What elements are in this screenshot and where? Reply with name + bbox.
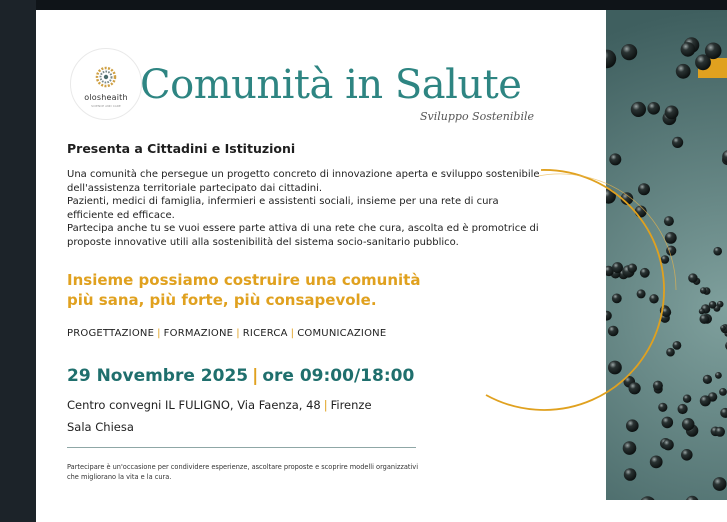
sphere [676,64,691,79]
event-room: Sala Chiesa [67,420,134,434]
decorative-spheres-artwork [606,10,727,500]
sphere [720,325,726,331]
sphere [665,106,679,120]
sphere [612,262,623,273]
intro-paragraph: Partecipa anche tu se vuoi essere parte attiva di una rete che cura, ascolta ed è promotrice di proposte innovative utili alla sostenibilità del sistema socio-sanitario pubblico. [67,223,539,248]
section-heading: Presenta a Cittadini e Istituzioni [67,141,296,156]
sphere [662,417,674,429]
venue-city: Firenze [330,398,372,412]
logo-wordmark: olosheaith [84,93,128,102]
sphere [637,289,646,298]
tag-item: COMUNICAZIONE [297,328,387,339]
tagline-line: più sana, più forte, più consapevole. [67,291,377,309]
event-venue [67,398,372,412]
sphere [681,449,693,461]
sphere [621,44,637,60]
sphere [629,382,641,394]
tag-item: RICERCA [242,328,288,339]
sphere [658,403,667,412]
intro-paragraph: Pazienti, medici di famiglia, infermieri e assistenti sociali, insieme per una rete di cura efficiente ed efficace. [67,196,499,221]
sphere [705,43,722,60]
event-datetime [67,366,414,386]
sphere [653,381,663,391]
sphere [661,255,670,264]
footnote: Partecipare è un'occasione per condividere esperienze, ascoltare proposte e scoprire modelli organizzativi che migliorano la vita e la cura. [67,463,419,481]
sphere [713,477,727,491]
sphere [699,308,705,314]
tag-item: FORMAZIONE [163,328,234,339]
sphere [612,294,622,304]
sphere [623,441,637,455]
sphere [663,439,674,450]
sphere [719,388,727,396]
sphere [688,273,697,282]
venue-address: Centro convegni IL FULIGNO, Via Faenza, 48 [67,398,321,412]
sphere [650,456,663,469]
sphere [703,375,712,384]
event-time: ore 09:00/18:00 [262,366,415,386]
event-flyer [36,10,727,522]
sphere [640,268,650,278]
tagline [67,270,467,310]
sphere [647,102,660,115]
sphere [628,264,637,273]
sphere [682,418,695,431]
sphere [608,361,622,375]
sphere [700,395,711,406]
tag-separator: | [236,328,240,339]
sphere [715,427,725,437]
intro-paragraph: Una comunità che persegue un progetto concreto di innovazione aperta e sviluppo sostenibile dell'assistenza territoriale partecipato dai cittadini. [67,169,540,194]
topic-tags [67,328,386,339]
sphere [666,348,675,357]
sphere [626,419,639,432]
sphere [666,246,676,256]
sphere [709,301,717,309]
tagline-line: Insieme possiamo costruire una comunità [67,271,421,289]
sphere [664,216,674,226]
sphere [665,232,677,244]
top-bar [36,0,727,10]
sphere [608,326,619,337]
sphere [621,192,634,205]
venue-separator: | [323,398,328,412]
logo-tagline: SCIENCE AND CARE [91,104,121,108]
olosheaith-logo [70,48,142,120]
sphere [638,183,650,195]
sphere [635,206,647,218]
page-title: Comunità in Salute [140,62,522,108]
tag-separator: | [157,328,161,339]
sphere [713,247,722,256]
event-date: 29 Novembre 2025 [67,366,249,386]
sphere [678,404,688,414]
sphere [681,42,696,57]
datetime-separator: | [252,366,259,386]
tag-separator: | [290,328,295,339]
page-subtitle: Sviluppo Sostenibile [420,110,534,123]
sphere [700,314,710,324]
logo-mark-icon [71,49,141,119]
sphere [715,372,722,379]
intro-text [67,168,547,250]
sphere [673,341,682,350]
tag-item: PROGETTAZIONE [67,328,155,339]
divider [67,447,416,448]
sphere [624,468,637,481]
sphere [672,137,683,148]
sphere [609,153,621,165]
sphere [661,307,671,317]
sphere [649,294,658,303]
sphere [700,287,707,294]
sphere [631,102,646,117]
sphere [683,395,691,403]
